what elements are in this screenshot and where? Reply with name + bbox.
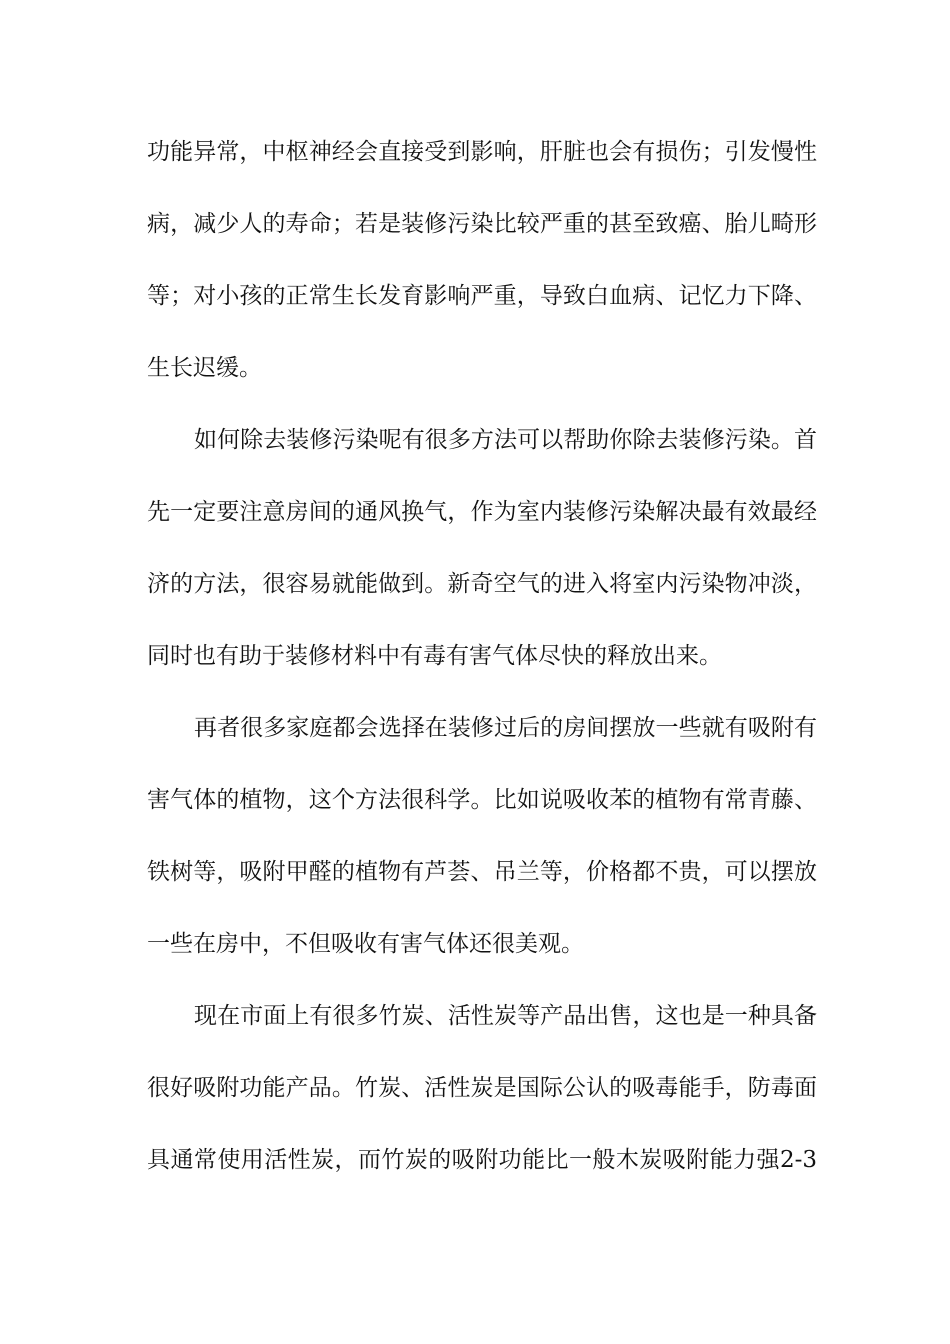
paragraph-3-line-1: 再者很多家庭都会选择在装修过后的房间摆放一些就有吸附有 <box>194 715 817 741</box>
paragraph-3-line-3: 铁树等，吸附甲醛的植物有芦荟、吊兰等，价格都不贵，可以摆放 <box>147 859 817 885</box>
paragraph-1-line-3: 等；对小孩的正常生长发育影响严重，导致白血病、记忆力下降、 <box>147 283 817 309</box>
paragraph-3-line-2: 害气体的植物，这个方法很科学。比如说吸收苯的植物有常青藤、 <box>147 787 817 813</box>
paragraph-1-line-4: 生长迟缓。 <box>147 355 262 381</box>
paragraph-4-line-3: 具通常使用活性炭，而竹炭的吸附功能比一般木炭吸附能力强2-3 <box>147 1147 817 1173</box>
paragraph-2-line-4: 同时也有助于装修材料中有毒有害气体尽快的释放出来。 <box>147 643 722 669</box>
paragraph-3-line-4: 一些在房中，不但吸收有害气体还很美观。 <box>147 931 584 957</box>
paragraph-1-line-2: 病，减少人的寿命；若是装修污染比较严重的甚至致癌、胎儿畸形 <box>147 211 817 237</box>
paragraph-2-line-3: 济的方法，很容易就能做到。新奇空气的进入将室内污染物冲淡， <box>147 571 817 597</box>
paragraph-2-line-1: 如何除去装修污染呢有很多方法可以帮助你除去装修污染。首 <box>194 427 817 453</box>
paragraph-1-line-1: 功能异常，中枢神经会直接受到影响，肝脏也会有损伤；引发慢性 <box>147 139 817 165</box>
paragraph-4-line-2: 很好吸附功能产品。竹炭、活性炭是国际公认的吸毒能手，防毒面 <box>147 1075 817 1101</box>
paragraph-4-line-1: 现在市面上有很多竹炭、活性炭等产品出售，这也是一种具备 <box>194 1003 817 1029</box>
paragraph-2-line-2: 先一定要注意房间的通风换气，作为室内装修污染解决最有效最经 <box>147 499 817 525</box>
